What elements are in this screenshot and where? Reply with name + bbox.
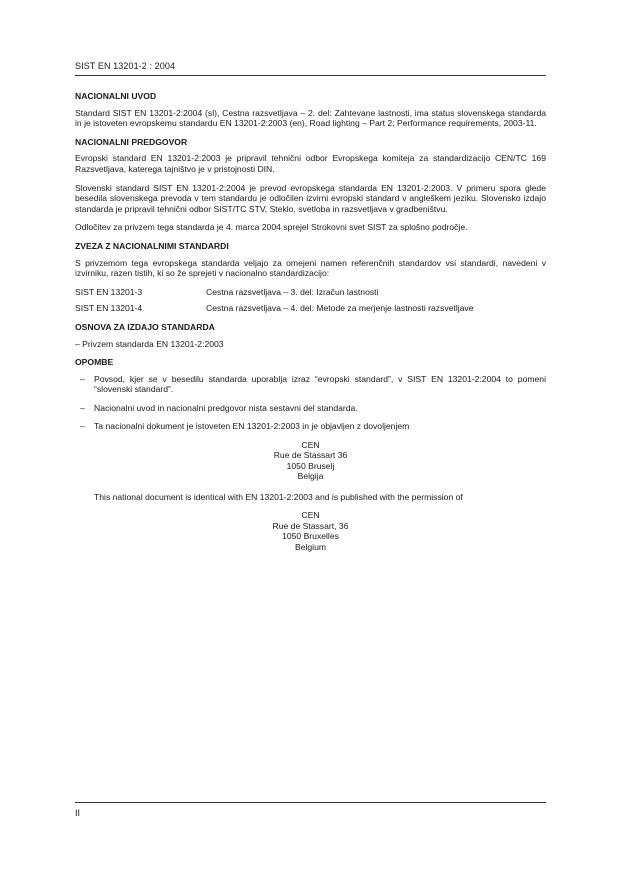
paragraph: Slovenski standard SIST EN 13201-2:2004 je prevod evropskega standarda EN 13201-2:2003. V primeru spora glede besedila slovenskega prevoda v tem standardu je odločilen izvirni evropski standard v angleškem jeziku. Slovensko izdajo standarda je pripravil tehnični odbor SIST/TC STV, Steklo, svetloba in razsvetljava v gradbeništvu. <box>75 182 546 214</box>
section-osnova <box>75 322 546 349</box>
section-opombe <box>75 357 546 552</box>
header-rule <box>75 75 546 76</box>
section-title: NACIONALNI PREDGOVOR <box>75 136 188 147</box>
reference-row <box>75 303 546 314</box>
address-block-en <box>75 510 546 552</box>
list-item <box>75 374 546 395</box>
reference-row <box>75 287 546 298</box>
address-line: CEN <box>301 510 320 521</box>
address-line: Belgium <box>294 541 327 552</box>
section-nacionalni-uvod <box>75 91 546 129</box>
page-number: II <box>75 808 81 818</box>
address-line: Rue de Stassart, 36 <box>272 520 349 531</box>
address-line: 1050 Bruselj <box>286 460 335 471</box>
paragraph: – Privzem standarda EN 13201-2:2003 <box>75 338 224 349</box>
list-item-text: Nacionalni uvod in nacionalni predgovor nista sestavni del standarda. <box>94 402 358 413</box>
english-note: This national document is identical with EN 13201-2:2003 and is published with the permission of <box>94 491 463 502</box>
page-content <box>75 91 546 562</box>
paragraph: Evropski standard EN 13201-2:2003 je pripravil tehnični odbor Evropskega komiteja za standardizacijo CEN/TC 169 Razsvetljava, katerega tajništvo je v pristojnosti DIN. <box>75 153 546 174</box>
reference-title: Cestna razsvetljava – 3. del: Izračun lastnosti <box>206 286 379 297</box>
header-doc-id: SIST EN 13201-2 : 2004 <box>75 61 176 71</box>
paragraph: S privzemom tega evropskega standarda veljajo za omejeni namen referenčnih standardov vsi standardi, navedeni v izvirniku, razen tistih, ki so že sprejeti v nacionalno standardizacijo: <box>75 257 546 279</box>
list-item-text: Ta nacionalni dokument je istoveten EN 13201-2:2003 in je objavljen z dovoljenjem <box>94 421 410 432</box>
reference-code: SIST EN 13201-4 <box>75 303 143 314</box>
dash-marker: – <box>80 373 85 384</box>
section-zveza <box>75 241 546 314</box>
footer-rule <box>75 802 546 803</box>
dash-marker: – <box>80 402 85 413</box>
dash-marker: – <box>80 421 85 432</box>
address-line: Rue de Stassart 36 <box>273 450 348 461</box>
paragraph: Standard SIST EN 13201-2:2004 (sl), Cestna razsvetljava – 2. del: Zahtevane lastnosti, ima status slovenskega standarda in je istoveten evropskemu standardu EN 13201-2:2003 (en), Road lighting – Part 2: Performance requirements, 2003-11. <box>75 107 546 129</box>
section-title: OSNOVA ZA IZDAJO STANDARDA <box>75 321 215 332</box>
reference-code: SIST EN 13201-3 <box>75 286 143 297</box>
paragraph: Odločitev za privzem tega standarda je 4. marca 2004 sprejel Strokovni svet SIST za splošno področje. <box>75 222 468 233</box>
list-item <box>75 421 546 432</box>
address-line: Belgija <box>297 471 324 482</box>
address-block-sl <box>75 440 546 482</box>
section-title: NACIONALNI UVOD <box>75 91 157 101</box>
address-line: CEN <box>301 440 320 451</box>
section-title: ZVEZA Z NACIONALNIMI STANDARDI <box>75 240 229 251</box>
reference-title: Cestna razsvetljava – 4. del: Metode za merjenje lastnosti razsvetljave <box>206 303 474 314</box>
list-item <box>75 403 546 414</box>
section-title: OPOMBE <box>75 357 114 368</box>
list-item-text: Povsod, kjer se v besedilu standarda uporablja izraz “evropski standard”, v SIST EN 13201-2:2004 to pomeni “slovenski standard”. <box>94 373 546 395</box>
address-line: 1050 Bruxelles <box>282 531 339 542</box>
section-nacionalni-predgovor <box>75 137 546 233</box>
